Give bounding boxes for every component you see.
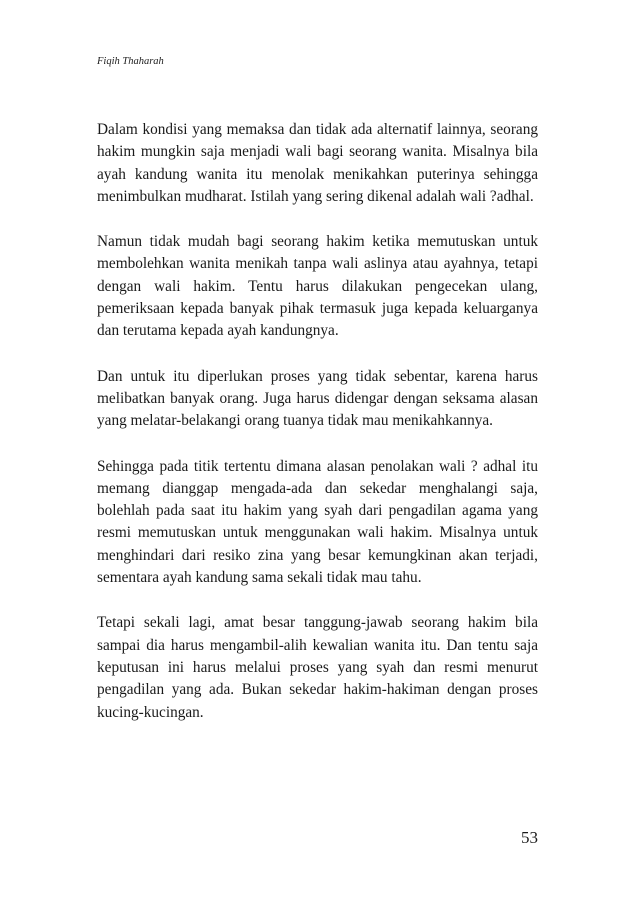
- running-header: Fiqih Thaharah: [97, 56, 164, 67]
- body-text: [97, 119, 538, 747]
- page-number: 53: [521, 828, 538, 847]
- paragraph-5: Tetapi sekali lagi, amat besar tanggung-jawab seorang hakim bila sampai dia harus mengambil-alih kewalian wanita itu. Dan tentu saja keputusan ini harus melalui proses yang syah dan resmi menurut pengadilan yang ada. Bukan sekedar hakim-hakiman dengan proses kucing-kucingan.: [97, 614, 538, 721]
- paragraph-2: Namun tidak mudah bagi seorang hakim ketika memutuskan untuk membolehkan wanita menikah tanpa wali aslinya atau ayahnya, tetapi dengan wali hakim. Tentu harus dilakukan pengecekan ulang, pemeriksaan kepada banyak pihak termasuk juga kepada keluarganya dan terutama kepada ayah kandungnya.: [97, 233, 538, 340]
- paragraph-1: Dalam kondisi yang memaksa dan tidak ada alternatif lainnya, seorang hakim mungkin saja menjadi wali bagi seorang wanita. Misalnya bila ayah kandung wanita itu menolak menikahkan puterinya sehingga menimbulkan mudharat. Istilah yang sering dikenal adalah wali ?adhal.: [97, 121, 538, 205]
- paragraph-4: Sehingga pada titik tertentu dimana alasan penolakan wali ? adhal itu memang dianggap mengada-ada dan sekedar menghalangi saja, bolehlah pada saat itu hakim yang syah dari pengadilan agama yang resmi memutuskan untuk menggunakan wali hakim. Misalnya untuk menghindari dari resiko zina yang besar kemungkinan akan terjadi, sementara ayah kandung sama sekali tidak mau tahu.: [97, 457, 538, 587]
- paragraph-3: Dan untuk itu diperlukan proses yang tidak sebentar, karena harus melibatkan banyak orang. Juga harus didengar dengan seksama alasan yang melatar-belakangi orang tuanya tidak mau menikahkannya.: [97, 367, 538, 430]
